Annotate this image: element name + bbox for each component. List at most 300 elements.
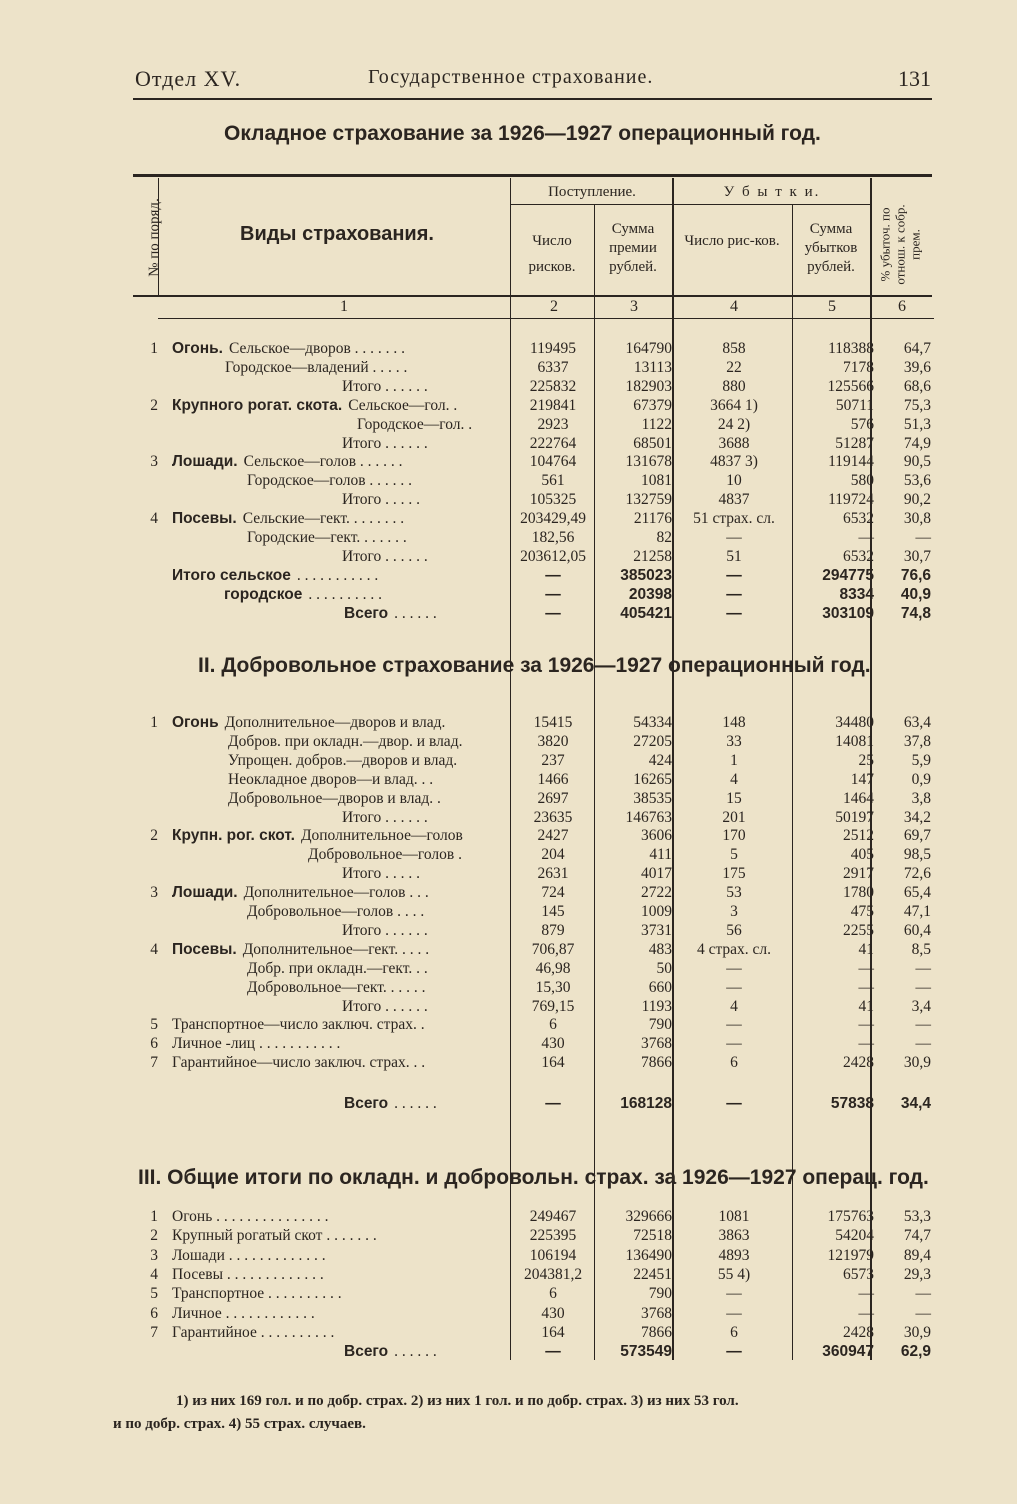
- cell-col-4: 858: [722, 340, 746, 357]
- row-text: Добров. при окладн.—двор. и влад.: [228, 732, 463, 750]
- col-premium-heading: Сумма премии рублей.: [609, 221, 657, 275]
- index-6: 6: [898, 298, 906, 315]
- row-category: Огонь: [172, 714, 219, 731]
- cell-col-4: —: [726, 1016, 742, 1034]
- cell-col-2: 6337: [537, 358, 569, 376]
- cell-col-5: 50711: [835, 396, 874, 414]
- cell-col-2: 706,87: [531, 940, 575, 958]
- table-row: [134, 377, 934, 396]
- row-text: Добр. при окладн.—гект. . .: [247, 959, 428, 977]
- col-risks-heading: Число рисков.: [528, 233, 576, 275]
- row-label: [172, 940, 429, 959]
- table-row: [134, 1265, 934, 1284]
- cell-col-3: 146763: [625, 808, 672, 826]
- cell-col-5: 121979: [827, 1246, 874, 1264]
- row-category: Всего: [344, 1343, 389, 1361]
- cell-col-6: 64,7: [903, 340, 931, 357]
- cell-col-2: 15,30: [535, 978, 571, 996]
- cell-col-3: 385023: [620, 566, 672, 584]
- cell-col-5: 475: [850, 903, 874, 920]
- table-row: [134, 997, 934, 1016]
- cell-col-5: 14081: [835, 732, 874, 750]
- row-label: [228, 732, 462, 751]
- cell-col-4: 51 страх. сл.: [693, 510, 775, 528]
- row-text: Итого . . . . . .: [342, 997, 428, 1015]
- row-label: [228, 770, 433, 789]
- row-text: . . . . . .: [394, 1095, 437, 1112]
- cell-col-5: 576: [850, 415, 874, 433]
- cell-col-2: 6: [549, 1016, 557, 1034]
- cell-col-5: —: [858, 1285, 874, 1303]
- row-label: [342, 997, 428, 1016]
- cell-col-5: 2512: [843, 827, 874, 845]
- cell-col-4: —: [726, 529, 742, 546]
- col-losses-heading: У б ы т к и.: [723, 184, 821, 200]
- row-label: [247, 528, 407, 547]
- cell-col-5: 360947: [822, 1343, 874, 1361]
- cell-col-3: 131678: [625, 453, 672, 471]
- cell-col-3: 411: [649, 846, 672, 864]
- cell-col-6: 3,4: [911, 997, 931, 1015]
- table-row: [134, 789, 934, 808]
- row-text: Итого . . . . . .: [342, 547, 428, 565]
- table-row: [134, 1323, 934, 1342]
- cell-col-2: 561: [541, 472, 565, 490]
- col-pct-heading: % убыточ. по отнош. к собр. прем.: [877, 204, 923, 285]
- cell-col-2: 164: [541, 1054, 565, 1072]
- cell-col-4: —: [726, 1285, 742, 1303]
- cell-col-3: 660: [648, 978, 672, 996]
- col-income-heading: Поступление.: [548, 184, 636, 200]
- cell-col-3: 1009: [641, 903, 672, 920]
- cell-col-6: 53,6: [903, 472, 931, 490]
- cell-col-2: 106194: [529, 1246, 577, 1264]
- row-label: [172, 826, 463, 845]
- cell-col-3: 136490: [625, 1246, 672, 1264]
- row-text: Добровольное—голов .: [308, 846, 462, 864]
- cell-col-6: 72,6: [903, 865, 931, 883]
- cell-col-5: 580: [850, 472, 874, 490]
- table-row: [134, 471, 934, 490]
- cell-col-2: 225832: [529, 377, 577, 395]
- index-2: 2: [550, 298, 558, 315]
- row-label: [342, 921, 428, 940]
- table-row: [134, 921, 934, 940]
- cell-col-2: —: [545, 1095, 561, 1112]
- row-category: Итого сельское: [172, 566, 291, 584]
- row-text: Итого . . . . . .: [342, 377, 428, 395]
- section-1-title: Окладное страхование за 1926—1927 операционный год.: [224, 122, 821, 145]
- row-category: Крупного рогат. скота.: [172, 396, 343, 414]
- cell-col-4: —: [726, 1304, 742, 1322]
- cell-col-5: —: [858, 959, 874, 977]
- row-text: Итого . . . . . .: [342, 808, 428, 826]
- cell-col-3: 790: [648, 1016, 672, 1034]
- row-label: [228, 789, 441, 808]
- cell-col-4: 175: [722, 865, 746, 883]
- cell-col-4: 4837 3): [710, 453, 758, 471]
- cell-col-3: 7866: [641, 1054, 672, 1072]
- cell-col-3: 21176: [633, 510, 672, 528]
- cell-col-6: 90,5: [903, 453, 931, 471]
- cell-col-5: 51287: [835, 434, 874, 452]
- row-label: [172, 883, 429, 902]
- cell-col-5: 2255: [843, 921, 874, 939]
- cell-col-5: —: [858, 1016, 874, 1034]
- cell-col-5: 7178: [843, 358, 874, 376]
- cell-col-3: 1193: [641, 997, 672, 1015]
- row-label: [172, 452, 403, 471]
- cell-col-3: 1122: [641, 415, 672, 433]
- cell-col-4: 33: [726, 732, 742, 750]
- cell-col-6: 74,8: [900, 604, 931, 622]
- row-label: [172, 396, 457, 415]
- cell-col-5: 6573: [843, 1265, 874, 1283]
- row-number: 3: [150, 453, 158, 471]
- cell-col-6: —: [915, 978, 931, 996]
- cell-col-5: 405: [850, 846, 874, 864]
- cell-col-6: 30,9: [903, 1054, 931, 1072]
- row-text: Гарантийное . . . . . . . . . .: [172, 1323, 335, 1341]
- cell-col-6: 29,3: [903, 1265, 931, 1283]
- cell-col-4: 4: [730, 770, 738, 788]
- cell-col-2: 2631: [537, 865, 569, 883]
- cell-col-2: 104764: [529, 453, 577, 471]
- row-label: [344, 1094, 437, 1113]
- cell-col-3: 16265: [633, 770, 672, 788]
- cell-col-4: 1081: [718, 1208, 750, 1225]
- row-category: Всего: [344, 604, 389, 622]
- row-text: Итого . . . . .: [342, 491, 420, 509]
- cell-col-3: 132759: [625, 491, 672, 509]
- table-row: [134, 547, 934, 566]
- cell-col-2: 2697: [537, 789, 569, 807]
- cell-col-4: —: [726, 604, 742, 622]
- row-label: [172, 1207, 329, 1226]
- cell-col-6: 40,9: [900, 585, 931, 603]
- row-text: Лошади . . . . . . . . . . . . .: [172, 1246, 326, 1264]
- section-label: Отдел XV.: [135, 66, 242, 91]
- cell-col-2: 430: [541, 1035, 565, 1053]
- row-label: [225, 358, 407, 377]
- row-category: Крупн. рог. скот.: [172, 827, 295, 845]
- cell-col-3: 72518: [633, 1227, 672, 1245]
- cell-col-2: 204: [541, 846, 565, 864]
- cell-col-4: 56: [726, 921, 742, 939]
- cell-col-5: 1464: [843, 789, 874, 807]
- cell-col-6: 37,8: [903, 732, 931, 750]
- cell-col-2: 105325: [529, 491, 577, 509]
- row-number: 4: [150, 1265, 158, 1283]
- row-number: 6: [150, 1304, 158, 1322]
- cell-col-5: 2428: [843, 1054, 874, 1072]
- cell-col-2: 1466: [537, 770, 569, 788]
- cell-col-5: 294775: [822, 566, 874, 584]
- row-text: Дополнительное—голов: [300, 827, 463, 845]
- row-text: Посевы . . . . . . . . . . . . .: [172, 1265, 324, 1283]
- cell-col-6: 51,3: [903, 415, 931, 433]
- row-label: [172, 1053, 425, 1072]
- cell-col-2: —: [545, 604, 561, 622]
- row-text: Дополнительное—гект. . . . .: [242, 940, 430, 958]
- cell-col-6: —: [915, 1304, 931, 1322]
- row-text: Личное . . . . . . . . . . . .: [172, 1304, 315, 1322]
- col-loss-sum-heading: Сумма убытков рублей.: [804, 221, 858, 275]
- table-row: [134, 1304, 934, 1323]
- cell-col-6: 34,4: [900, 1095, 931, 1112]
- cell-col-4: 4: [730, 997, 738, 1015]
- row-text: Личное -лиц . . . . . . . . . . .: [172, 1035, 341, 1053]
- cell-col-3: 13113: [633, 358, 672, 376]
- cell-col-4: 15: [726, 789, 742, 807]
- cell-col-4: —: [726, 959, 742, 977]
- cell-col-3: 68501: [633, 434, 672, 452]
- cell-col-3: 3731: [641, 921, 672, 939]
- cell-col-5: 57838: [830, 1095, 874, 1112]
- row-number: 5: [150, 1285, 158, 1303]
- row-label: [172, 1265, 324, 1284]
- cell-col-2: 219841: [529, 396, 577, 414]
- row-text: Итого . . . . . .: [342, 921, 428, 939]
- row-category: Лошади.: [172, 453, 238, 471]
- cell-col-6: 75,3: [903, 396, 931, 414]
- cell-col-5: 41: [858, 997, 874, 1015]
- cell-col-6: —: [915, 1016, 931, 1034]
- cell-col-4: 3863: [718, 1227, 750, 1245]
- cell-col-3: 67379: [633, 396, 672, 414]
- row-label: [342, 547, 428, 566]
- row-number: 6: [150, 1035, 158, 1053]
- index-1: 1: [340, 298, 348, 315]
- row-label: [247, 978, 425, 997]
- table-row: [134, 509, 934, 528]
- row-label: [172, 566, 378, 585]
- table-row: [134, 826, 934, 845]
- cell-col-5: 34480: [835, 714, 874, 731]
- cell-col-3: 1081: [641, 472, 672, 490]
- cell-col-2: —: [545, 585, 561, 603]
- cell-col-3: 2722: [641, 884, 672, 902]
- row-label: [172, 1034, 340, 1053]
- cell-col-6: 53,3: [903, 1208, 931, 1225]
- row-text: Городское—голов . . . . . .: [247, 472, 413, 490]
- cell-col-3: 22451: [633, 1265, 672, 1283]
- cell-col-6: 0,9: [911, 770, 931, 788]
- row-text: . . . . . . . . . .: [308, 585, 382, 603]
- row-text: . . . . . .: [394, 1343, 437, 1361]
- page-number: 131: [898, 66, 931, 91]
- table-row: [134, 1342, 934, 1361]
- index-rule: [158, 318, 934, 319]
- table-row: [134, 1034, 934, 1053]
- row-label: [172, 1284, 342, 1303]
- cell-col-5: 303109: [822, 604, 874, 622]
- row-label: [342, 434, 428, 453]
- cell-col-5: 118388: [828, 340, 874, 357]
- table-row: [134, 434, 934, 453]
- cell-col-2: 249467: [529, 1208, 577, 1225]
- cell-col-6: 65,4: [903, 884, 931, 902]
- cell-col-5: 6532: [843, 510, 874, 528]
- cell-col-6: 60,4: [903, 921, 931, 939]
- cell-col-3: 164790: [625, 340, 672, 357]
- row-category: городское: [224, 585, 303, 603]
- cell-col-5: 54204: [835, 1227, 874, 1245]
- cell-col-2: 15415: [533, 714, 573, 731]
- row-label: [342, 490, 420, 509]
- cell-col-5: 119144: [828, 453, 874, 471]
- cell-col-4: —: [726, 1035, 742, 1053]
- col-kinds-heading: Виды страхования.: [240, 223, 434, 245]
- cell-col-5: 8334: [839, 585, 874, 603]
- cell-col-4: 6: [730, 1323, 738, 1341]
- cell-col-2: 145: [541, 903, 565, 920]
- table-row: [134, 490, 934, 509]
- row-number: 4: [150, 940, 158, 958]
- cell-col-5: 175763: [827, 1208, 874, 1225]
- cell-col-2: 182,56: [531, 529, 575, 546]
- cell-col-3: 27205: [633, 732, 672, 750]
- cell-col-3: 405421: [620, 604, 672, 622]
- cell-col-4: 3664 1): [710, 396, 758, 414]
- cell-col-6: —: [915, 959, 931, 977]
- row-text: Итого . . . . .: [342, 865, 420, 883]
- cell-col-2: 6: [549, 1285, 557, 1303]
- row-text: Городское—гол. .: [357, 415, 473, 433]
- cell-col-5: —: [858, 1304, 874, 1322]
- table-row: [134, 732, 934, 751]
- row-number: 2: [150, 1227, 158, 1245]
- row-text: Сельское—голов . . . . . .: [243, 453, 403, 471]
- cell-col-4: 53: [726, 884, 742, 902]
- cell-col-4: 3: [730, 903, 738, 920]
- row-text: Сельское—дворов . . . . . . .: [228, 340, 406, 357]
- row-category: Посевы.: [172, 510, 237, 528]
- cell-col-4: 10: [726, 472, 742, 490]
- row-text: Сельские—гект. . . . . . . .: [242, 510, 405, 528]
- cell-col-4: —: [726, 978, 742, 996]
- row-category: Лошади.: [172, 884, 238, 902]
- table-top-rule: [133, 174, 932, 177]
- table-row: [134, 604, 934, 623]
- cell-col-4: 5: [730, 846, 738, 864]
- cell-col-2: 222764: [529, 434, 577, 452]
- row-text: Неокладное дворов—и влад. . .: [228, 770, 434, 788]
- row-number: 4: [150, 510, 158, 528]
- cell-col-3: 573549: [620, 1343, 672, 1361]
- header-subrule: [510, 204, 870, 205]
- table-row: [134, 845, 934, 864]
- row-number: 5: [150, 1016, 158, 1034]
- cell-col-2: —: [545, 1343, 561, 1361]
- cell-col-3: 50: [656, 959, 672, 977]
- cell-col-6: 8,5: [911, 940, 931, 958]
- cell-col-6: 30,8: [903, 510, 931, 528]
- section-2-title: II. Добровольное страхование за 1926—1927 операционный год.: [198, 654, 871, 677]
- row-number: 2: [150, 396, 158, 414]
- cell-col-4: 201: [722, 808, 746, 826]
- cell-col-2: 2427: [537, 827, 569, 845]
- cell-col-6: 30,7: [903, 547, 931, 565]
- cell-col-5: 50197: [835, 808, 874, 826]
- row-text: . . . . . .: [394, 604, 437, 622]
- table-row: [134, 978, 934, 997]
- cell-col-5: 2917: [843, 865, 874, 883]
- table-row: [134, 1053, 934, 1072]
- cell-col-4: —: [726, 1343, 742, 1361]
- footnote-line-1: 1) из них 169 гол. и по добр. страх. 2) из них 1 гол. и по добр. страх. 3) из них 53 гол.: [176, 1393, 739, 1409]
- cell-col-6: 74,9: [903, 434, 931, 452]
- row-category: Огонь.: [172, 340, 223, 357]
- cell-col-2: —: [545, 566, 561, 584]
- cell-col-4: —: [726, 566, 742, 584]
- row-label: [172, 1323, 334, 1342]
- header-rule: [133, 98, 932, 100]
- table-row: [134, 940, 934, 959]
- row-number: 1: [150, 340, 158, 357]
- row-category: Всего: [344, 1095, 389, 1112]
- table-row: [134, 566, 934, 585]
- table-row: [134, 585, 934, 604]
- row-label: [357, 415, 472, 434]
- cell-col-2: 164: [541, 1323, 565, 1341]
- row-number: 2: [150, 827, 158, 845]
- cell-col-2: 2923: [537, 415, 569, 433]
- row-label: [224, 585, 382, 604]
- cell-col-3: 82: [656, 529, 672, 546]
- row-text: Транспортное . . . . . . . . . .: [172, 1285, 342, 1303]
- row-label: [228, 751, 457, 770]
- cell-col-2: 203612,05: [520, 547, 586, 565]
- row-number: 1: [150, 714, 158, 731]
- row-label: [247, 471, 412, 490]
- cell-col-6: 34,2: [903, 808, 931, 826]
- cell-col-3: 38535: [633, 789, 672, 807]
- row-label: [308, 845, 462, 864]
- cell-col-6: 39,6: [903, 358, 931, 376]
- cell-col-3: 4017: [641, 865, 672, 883]
- row-label: [172, 339, 405, 358]
- cell-col-4: —: [726, 585, 742, 603]
- cell-col-2: 3820: [537, 732, 569, 750]
- cell-col-6: 47,1: [903, 903, 931, 920]
- cell-col-3: 168128: [620, 1095, 672, 1112]
- table-row: [134, 1284, 934, 1303]
- cell-col-6: 68,6: [903, 377, 931, 395]
- table-row: [134, 1094, 934, 1113]
- cell-col-4: 55 4): [717, 1265, 751, 1283]
- row-label: [342, 377, 428, 396]
- row-label: [172, 1015, 425, 1034]
- cell-col-5: 6532: [843, 547, 874, 565]
- row-text: Упрощен. добров.—дворов и влад.: [228, 751, 458, 769]
- cell-col-2: 724: [541, 884, 565, 902]
- cell-col-2: 23635: [533, 808, 573, 826]
- row-label: [247, 959, 428, 978]
- row-label: [247, 902, 424, 921]
- row-number: 7: [150, 1323, 158, 1341]
- cell-col-6: 63,4: [903, 714, 931, 731]
- cell-col-6: —: [915, 1285, 931, 1303]
- row-text: Городские—гект. . . . . . .: [247, 529, 407, 546]
- cell-col-2: 225395: [529, 1227, 577, 1245]
- cell-col-5: 119724: [828, 491, 874, 509]
- cell-col-2: 237: [541, 751, 565, 769]
- row-label: [172, 1226, 377, 1245]
- cell-col-3: 790: [648, 1285, 672, 1303]
- cell-col-2: 879: [541, 921, 565, 939]
- row-label: [342, 864, 420, 883]
